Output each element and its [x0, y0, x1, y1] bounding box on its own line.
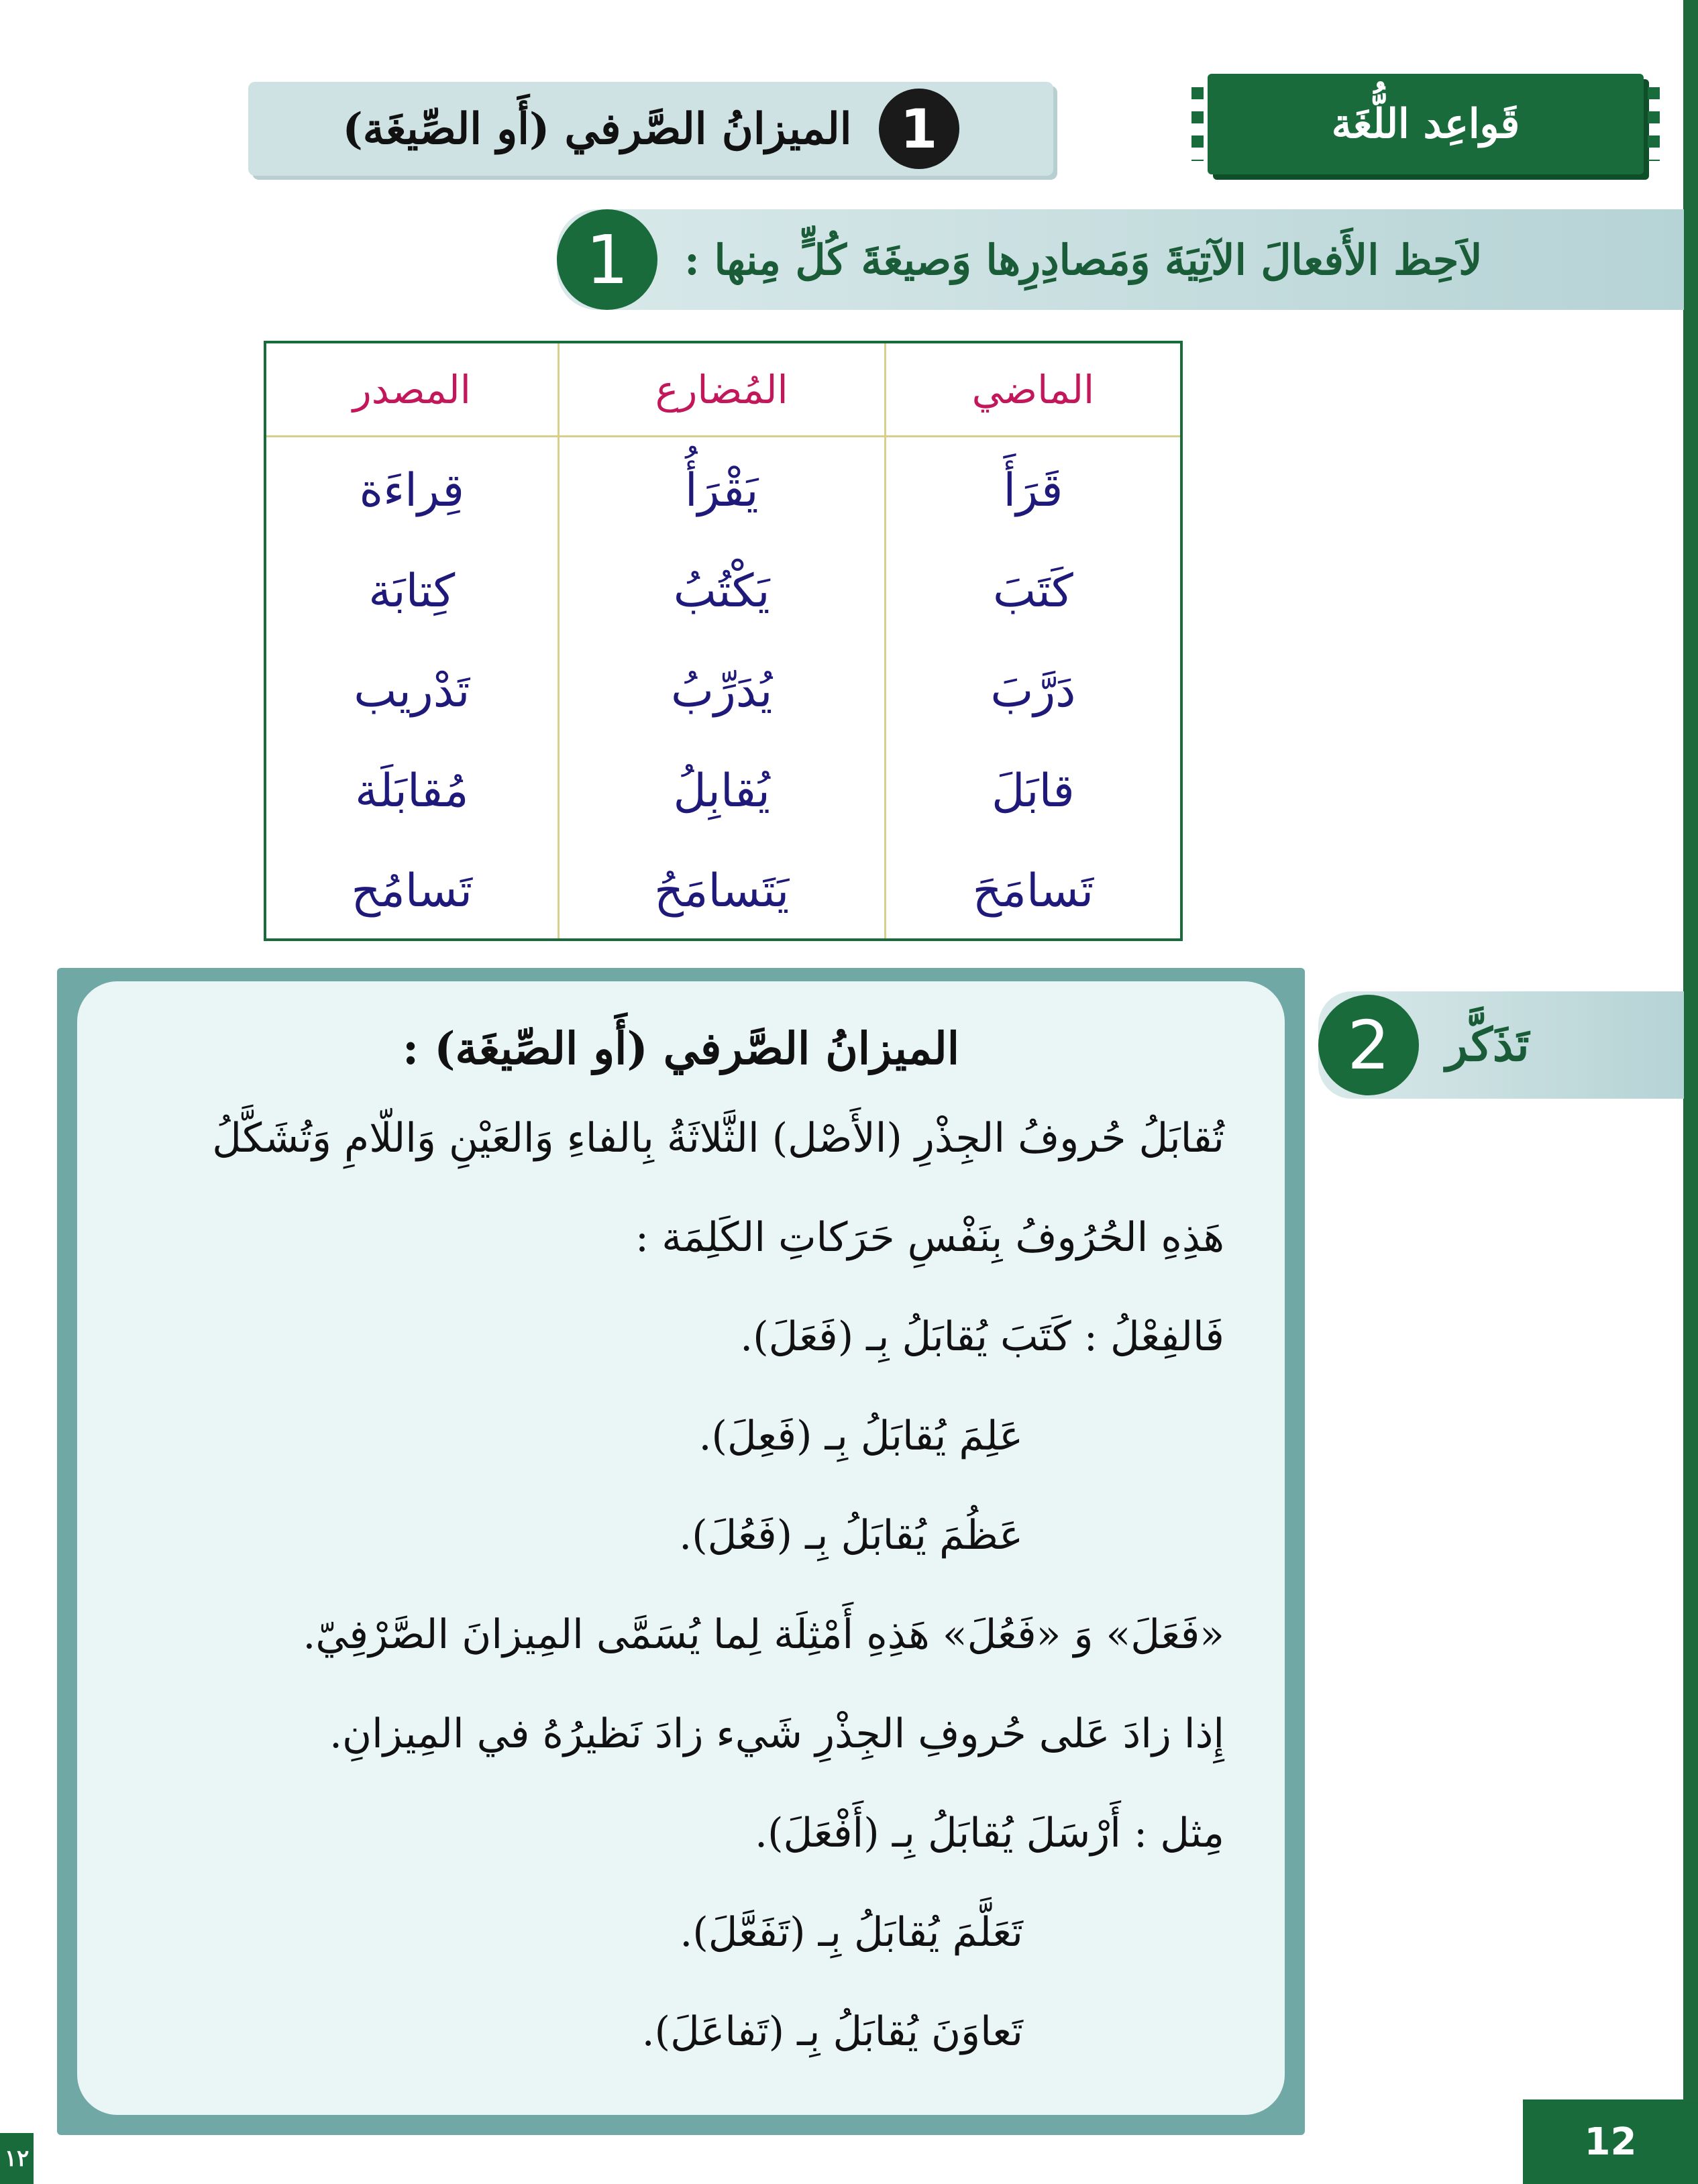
verb-table: [264, 341, 1183, 941]
page-number-arabic: ١٢: [0, 2133, 34, 2184]
table-cell: كِتابَة: [368, 564, 456, 618]
table-row: [266, 538, 1180, 638]
remember-number-badge: 2: [1318, 995, 1419, 1095]
rule-line: «فَعَلَ» وَ «فَعُلَ» هَذِهِ أَمْثِلَة لِما يُسَمَّى المِيزانَ الصَّرْفِيّ.: [303, 1611, 1224, 1658]
section-badge-label: قَواعِد اللُّغَة: [1331, 101, 1520, 148]
table-cell: تَسامَحَ: [885, 838, 1180, 938]
page-number: 12: [1523, 2099, 1698, 2184]
remember-tab: [1318, 991, 1684, 1099]
table-cell: كَتَبَ: [885, 538, 1180, 638]
rule-line: مِثل : أَرْسَلَ يُقابَلُ بِـ (أَفْعَلَ).: [755, 1810, 1224, 1857]
observe-bar: [557, 209, 1684, 310]
table-header-row: [266, 343, 1180, 437]
table-cell: قِراءَة: [359, 464, 465, 518]
table-cell: قَرَأَ: [885, 437, 1180, 539]
table-row: [266, 739, 1180, 838]
observe-instruction: لاَحِظ الأَفعالَ الآتِيَةَ وَمَصادِرِها وَصيغَةَ كُلٍّ مِنها :: [684, 235, 1483, 284]
table-cell: دَرَّبَ: [885, 638, 1180, 738]
observe-number-badge: 1: [557, 209, 657, 310]
lesson-banner: [248, 82, 1053, 176]
lesson-title: الميزانُ الصَّرفي (أَو الصِّيغَة): [342, 103, 852, 154]
table-cell: يَكْتُبُ: [558, 538, 885, 638]
table-cell: قابَلَ: [885, 739, 1180, 838]
rule-line: إِذا زادَ عَلى حُروفِ الجِذْرِ شَيء زادَ نَظيرُهُ في المِيزانِ.: [329, 1710, 1224, 1757]
table-cell: مُقابَلَة: [355, 765, 469, 818]
rule-line: هَذِهِ الحُرُوفُ بِنَفْسِ حَرَكاتِ الكَلِمَة :: [635, 1214, 1224, 1261]
rule-line: تَعَلَّمَ يُقابَلُ بِـ (تَفَعَّلَ).: [680, 1909, 1023, 1956]
table-cell: تَسامُح: [351, 865, 473, 918]
remember-label: تَذَكَّر: [1446, 1018, 1530, 1072]
rule-line: عَظُمَ يُقابَلُ بِـ (فَعُلَ).: [679, 1512, 1023, 1559]
section-badge: [1208, 74, 1644, 174]
table-row: [266, 437, 1180, 539]
table-cell: يَتَسامَحُ: [558, 838, 885, 938]
table-cell: يُدَرِّبُ: [558, 638, 885, 738]
column-header-past: الماضي: [885, 343, 1180, 437]
rule-line: تُقابَلُ حُروفُ الجِذْرِ (الأَصْل) الثَّلاثَةُ بِالفاءِ وَالعَيْنِ وَاللّامِ وَتُشَكَّلُ: [212, 1115, 1224, 1162]
table-cell: تَدْريب: [354, 664, 470, 718]
page-edge-stripe: [1683, 0, 1698, 2184]
table-row: [266, 838, 1180, 938]
column-header-present: المُضارع: [558, 343, 885, 437]
rule-line: عَلِمَ يُقابَلُ بِـ (فَعِلَ).: [698, 1413, 1023, 1460]
rule-title: الميزانُ الصَّرفي (أَو الصِّيغَة) :: [402, 1022, 960, 1075]
rule-box: [77, 981, 1285, 2115]
rule-line: تَعاوَنَ يُقابَلُ بِـ (تَفاعَلَ).: [641, 2008, 1023, 2055]
column-header-masdar: المصدر: [266, 343, 558, 437]
lesson-number-badge: 1: [879, 89, 959, 169]
rule-line: فَالفِعْلُ : كَتَبَ يُقابَلُ بِـ (فَعَلَ).: [740, 1313, 1224, 1360]
table-cell: يَقْرَأُ: [558, 437, 885, 539]
table-row: [266, 638, 1180, 738]
table-cell: يُقابِلُ: [558, 739, 885, 838]
